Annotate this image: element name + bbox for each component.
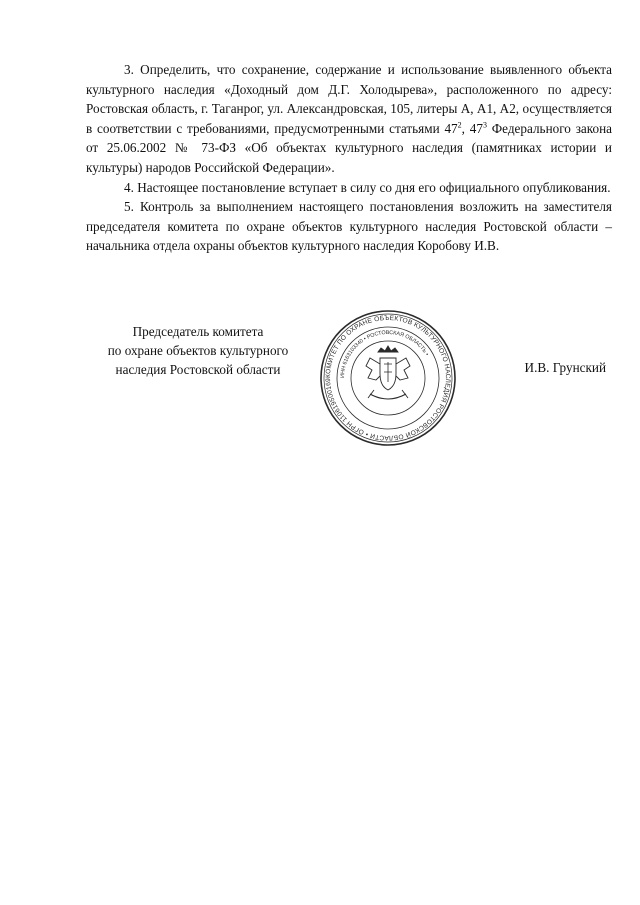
signer-position-title <box>86 322 310 379</box>
signer-position-line-3: наследия Ростовской области <box>115 362 281 377</box>
seal-inner-text: ИНН 6163103340 • РОСТОВСКАЯ ОБЛАСТЬ • <box>339 329 430 379</box>
signer-position-line-1: Председатель комитета <box>132 324 264 339</box>
paragraph-3-text-a: 3. Определить, что сохранение, содержание и использование выявленного объекта культурного наследия «Доходный дом Д.Г. Холодырева», расположенного по адресу: Ростовская область, г. Таганрог, ул. Александровская, 105, литеры А, А1, А2, осуществляется в соответствии с требованиями, предусмотренными статьями 47 <box>86 62 612 136</box>
article-sup-2: 3 <box>482 120 487 130</box>
paragraph-3-text-c: Федерального закона от 25.06.2002 № 73-ФЗ «Об объектах культурного наследия (памятниках истории и культуры) народов Российской Федерации». <box>86 120 613 175</box>
coat-of-arms-emblem <box>366 346 410 399</box>
paragraph-5: 5. Контроль за выполнением настоящего постановления возложить на заместителя председателя комитета по охране объектов культурного наследия Ростовской области – начальника отдела охраны объектов культурного наследия Коробову И.В. <box>86 199 612 254</box>
signer-name: И.В. Грунский <box>524 360 606 375</box>
official-seal-stamp <box>318 308 458 448</box>
signature-block <box>86 314 612 442</box>
paragraph-4: 4. Настоящее постановление вступает в силу со дня его официального опубликования. <box>124 179 611 195</box>
paragraph-3 <box>86 60 612 178</box>
article-sup-1: 2 <box>457 120 462 130</box>
seal-outer-text: КОМИТЕТ ПО ОХРАНЕ ОБЪЕКТОВ КУЛЬТУРНОГО НАСЛЕДИЯ РОСТОВСКОЙ ОБЛАСТИ • ОГРН 110619500169 <box>324 314 452 442</box>
signer-position-line-2: по охране объектов культурного <box>107 343 289 358</box>
paragraph-3-text-b: , 47 <box>461 120 483 136</box>
document-body <box>86 60 612 256</box>
